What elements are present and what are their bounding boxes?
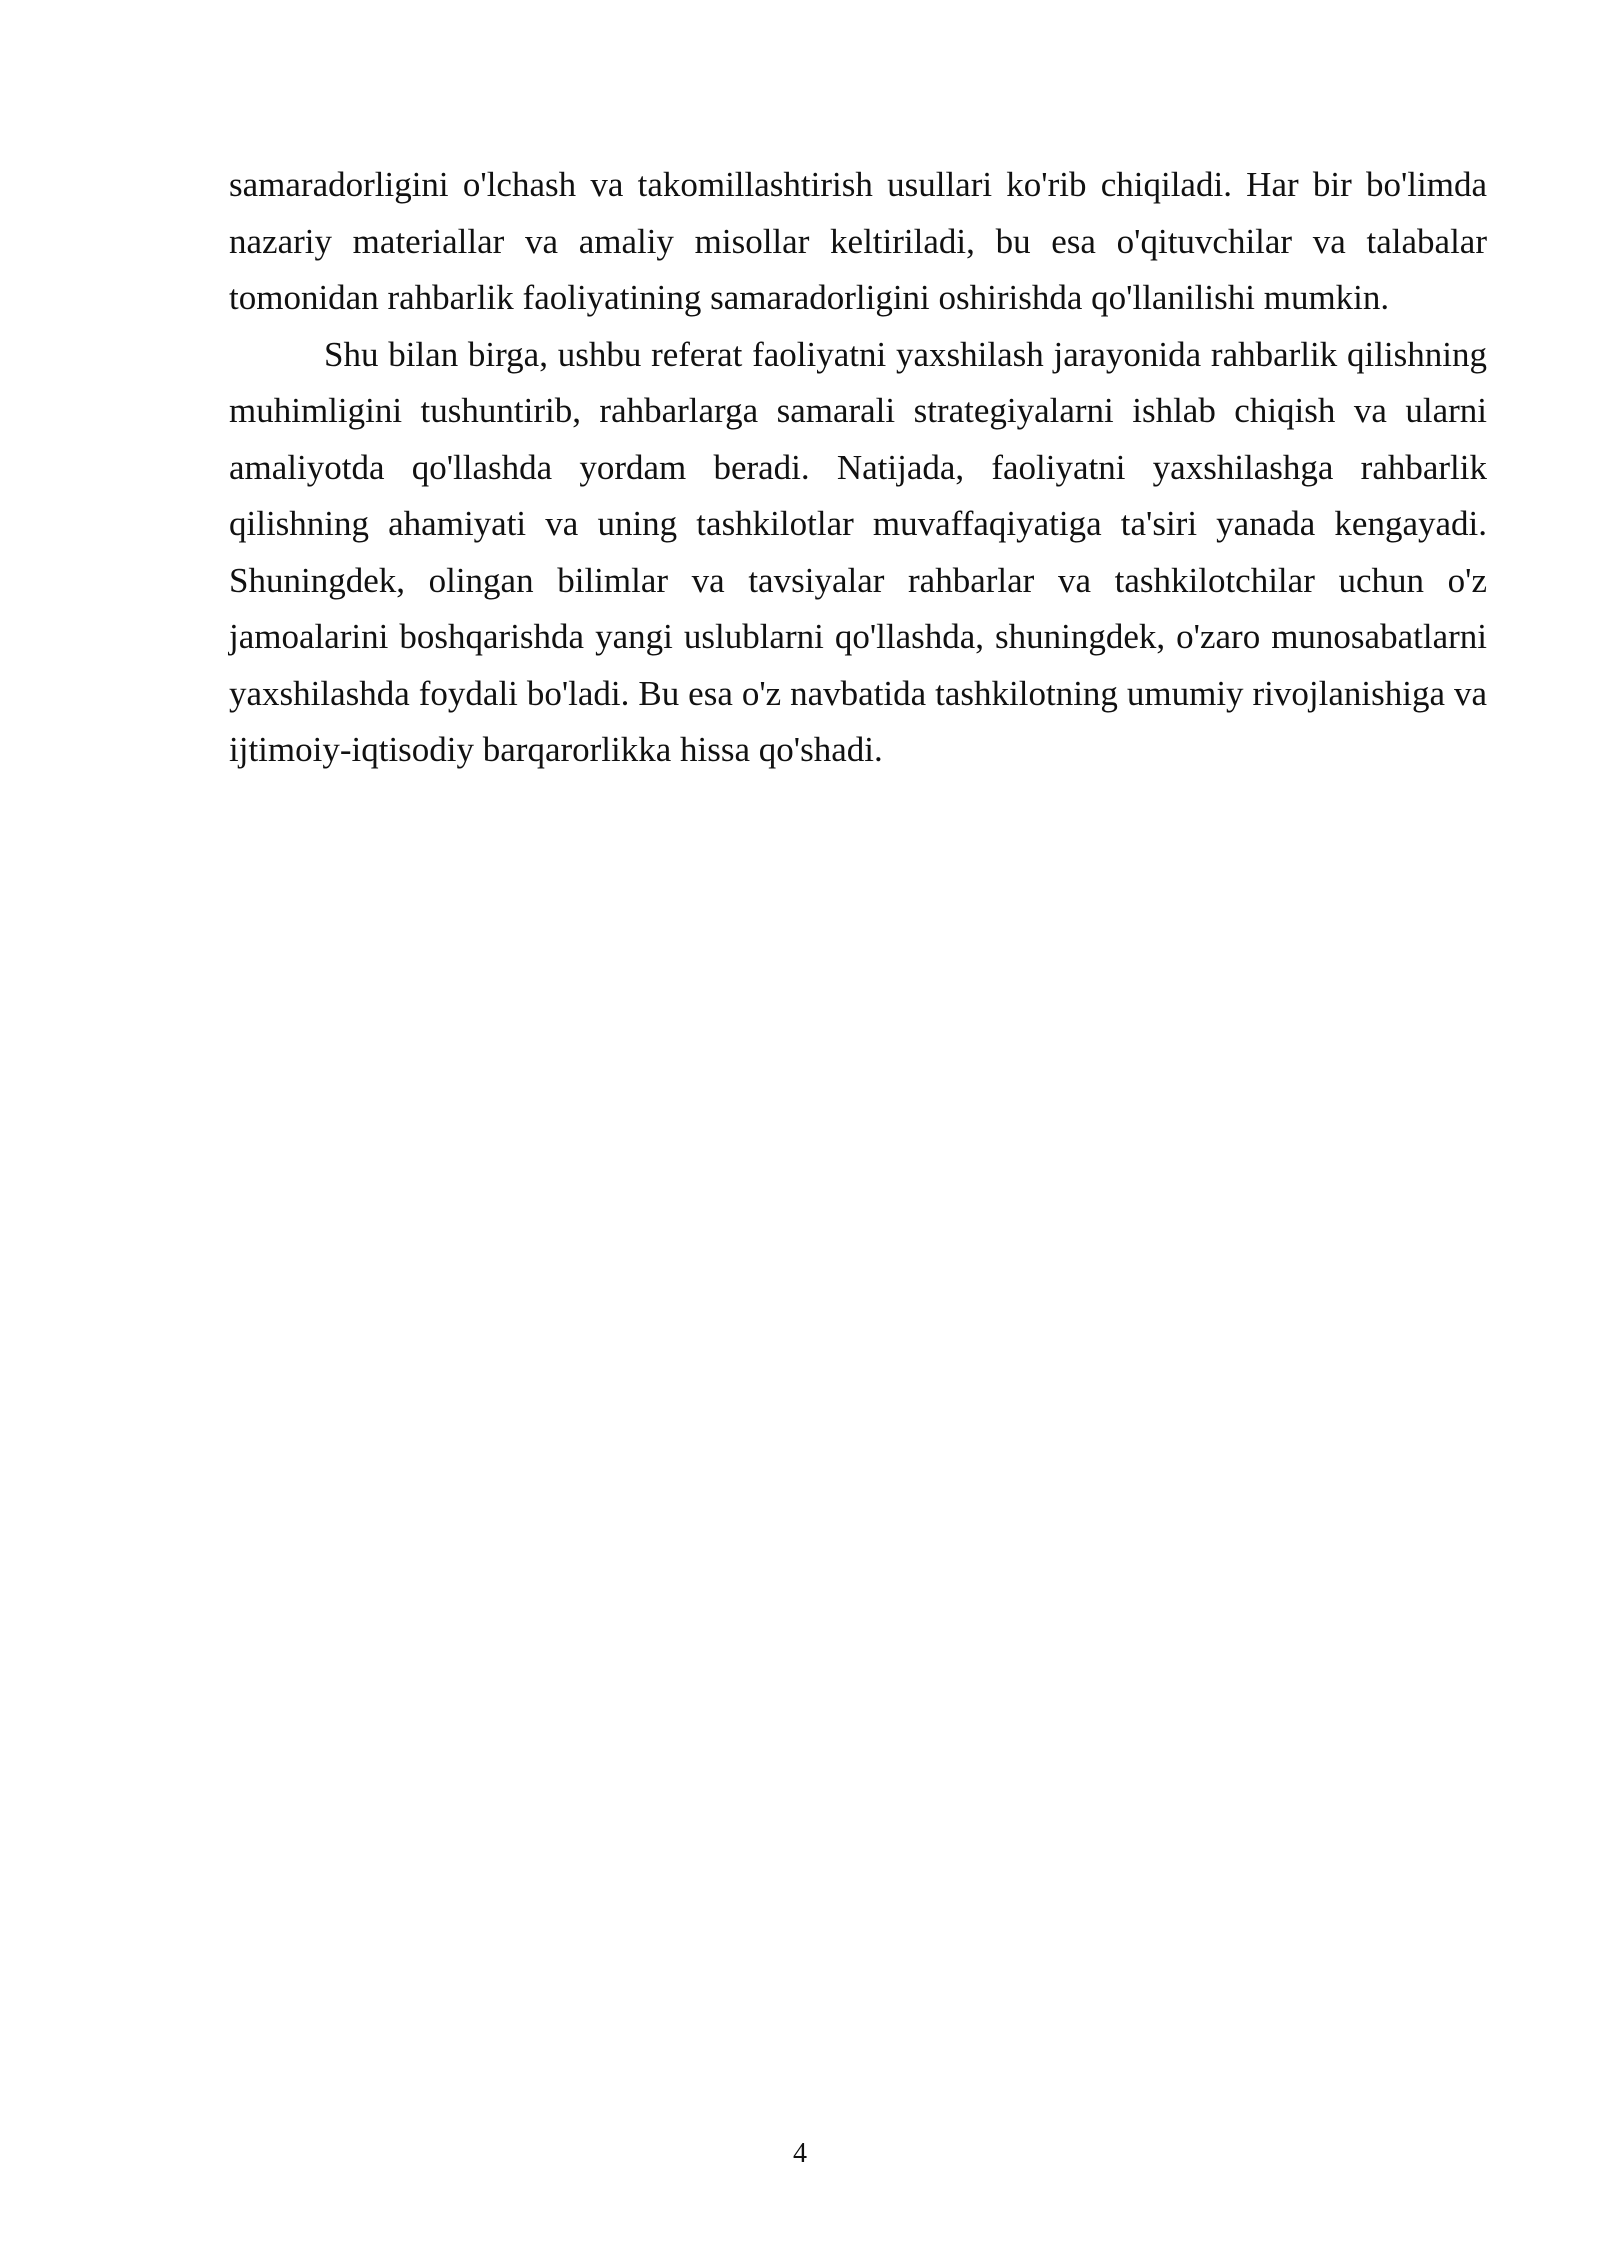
document-body xyxy=(229,157,1487,779)
page-number: 4 xyxy=(793,2138,807,2169)
paragraph-continuation: samaradorligini o'lchash va takomillashtirish usullari ko'rib chiqiladi. Har bir bo'limda nazariy materiallar va amaliy misollar keltiriladi, bu esa o'qituvchilar va talabalar tomonidan rahbarlik faoliyatining samaradorligini oshirishda qo'llanilishi mumkin. xyxy=(229,165,1487,317)
paragraph-conclusion: Shu bilan birga, ushbu referat faoliyatni yaxshilash jarayonida rahbarlik qilishning muhimligini tushuntirib, rahbarlarga samarali strategiyalarni ishlab chiqish va ularni amaliyotda qo'llashda yordam beradi. Natijada, faoliyatni yaxshilashga rahbarlik qilishning ahamiyati va uning tashkilotlar muvaffaqiyatiga ta'siri yanada kengayadi. Shuningdek, olingan bilimlar va tavsiyalar rahbarlar va tashkilotchilar uchun o'z jamoalarini boshqarishda yangi uslublarni qo'llashda, shuningdek, o'zaro munosabatlarni yaxshilashda foydali bo'ladi. Bu esa o'z navbatida tashkilotning umumiy rivojlanishiga va ijtimoiy-iqtisodiy barqarorlikka hissa qo'shadi. xyxy=(229,334,1487,769)
